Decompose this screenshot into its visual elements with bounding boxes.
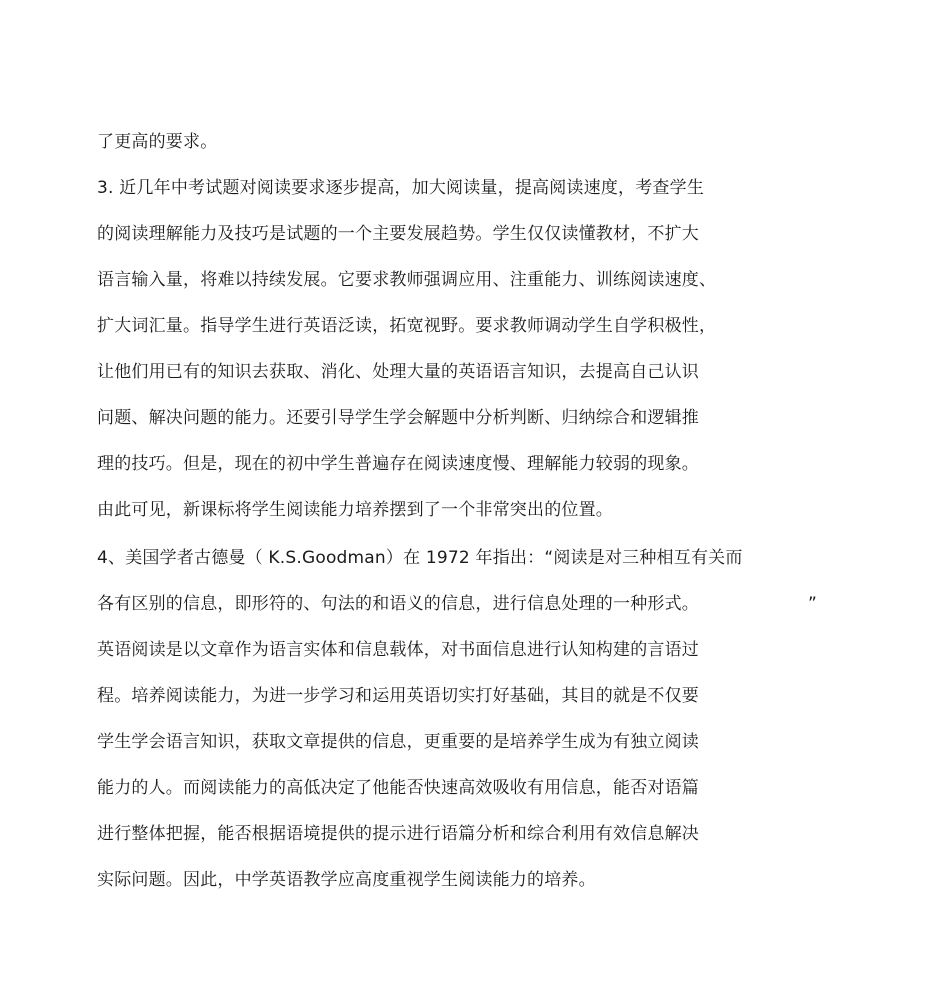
text-line: 能力的人。而阅读能力的高低决定了他能否快速高效吸收有用信息，能否对语篇	[97, 778, 699, 798]
text-line: 英语阅读是以文章作为语言实体和信息载体，对书面信息进行认知构建的言语过	[97, 640, 699, 660]
text-line: 实际问题。因此，中学英语教学应高度重视学生阅读能力的培养。	[97, 870, 596, 890]
text-line: 扩大词汇量。指导学生进行英语泛读，拓宽视野。要求教师调动学生自学积极性，	[97, 316, 717, 336]
text-line: 程。培养阅读能力，为进一步学习和运用英语切实打好基础，其目的就是不仅要	[97, 686, 699, 706]
text-line: 的阅读理解能力及技巧是试题的一个主要发展趋势。学生仅仅读懂教材，不扩大	[97, 224, 699, 244]
text-line: 各有区别的信息，即形符的、句法的和语义的信息，进行信息处理的一种形式。	[97, 594, 699, 614]
text-line: 学生学会语言知识，获取文章提供的信息，更重要的是培养学生成为有独立阅读	[97, 732, 699, 752]
text-line: 理的技巧。但是，现在的初中学生普遍存在阅读速度慢、理解能力较弱的现象。	[97, 454, 699, 474]
text-line: 4、美国学者古德曼（ K.S.Goodman）在 1972 年指出：“阅读是对三种相互有关而	[97, 548, 743, 568]
text-line: 语言输入量，将难以持续发展。它要求教师强调应用、注重能力、训练阅读速度、	[97, 270, 717, 290]
text-line: 问题、解决问题的能力。还要引导学生学会解题中分析判断、归纳综合和逻辑推	[97, 408, 699, 428]
text-line: 3. 近几年中考试题对阅读要求逐步提高，加大阅读量，提高阅读速度，考查学生	[97, 178, 705, 198]
text-line: 了更高的要求。	[97, 132, 218, 152]
text-line: 进行整体把握，能否根据语境提供的提示进行语篇分析和综合利用有效信息解决	[97, 824, 699, 844]
text-line: 由此可见，新课标将学生阅读能力培养摆到了一个非常突出的位置。	[97, 500, 613, 520]
text-line: 让他们用已有的知识去获取、消化、处理大量的英语语言知识，去提高自己认识	[97, 362, 699, 382]
closing-quote: ”	[808, 594, 817, 614]
